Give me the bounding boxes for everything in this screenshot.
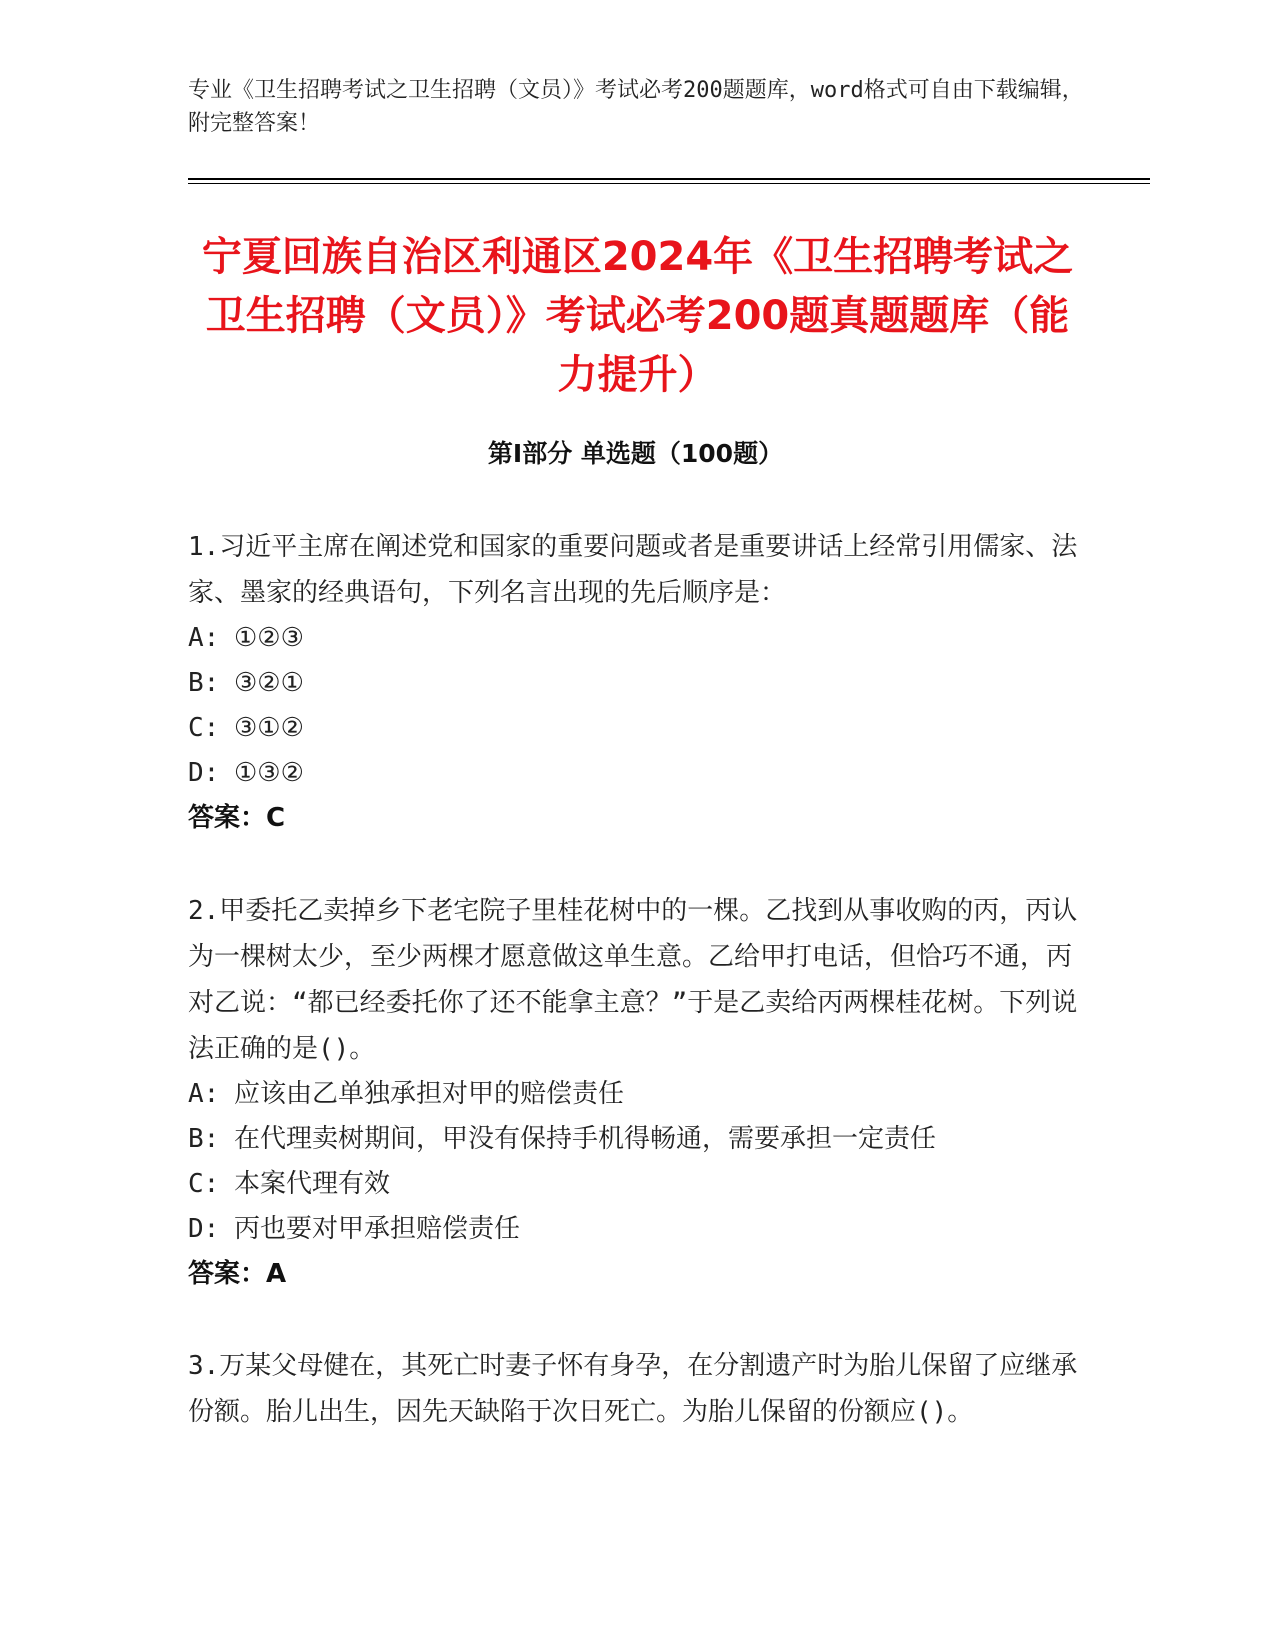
option-d [188, 751, 1078, 796]
answer: 答案：C [188, 803, 286, 833]
option-text: 本案代理有效 [234, 1169, 391, 1199]
option-d [188, 1207, 1078, 1252]
option-letter: C: [188, 1169, 220, 1199]
answer: 答案：A [188, 1259, 287, 1289]
question-text: 3.万某父母健在，其死亡时妻子怀有身孕，在分割遗产时为胎儿保留了应继承份额。胎儿出生，因先天缺陷于次日死亡。为胎儿保留的份额应()。 [188, 1351, 1078, 1427]
option-text: ③②① [234, 668, 304, 698]
question-1 [188, 524, 1078, 841]
option-a [188, 616, 1078, 661]
option-c [188, 1162, 1078, 1207]
option-c [188, 706, 1078, 751]
header-rule-thin [188, 183, 1150, 184]
question-text: 1.习近平主席在阐述党和国家的重要问题或者是重要讲话上经常引用儒家、法家、墨家的经典语句，下列名言出现的先后顺序是： [188, 532, 1078, 608]
section-title: 第Ⅰ部分 单选题（100题） [487, 439, 784, 468]
option-text: ①③② [234, 758, 304, 788]
option-letter: D: [188, 758, 220, 788]
question-2 [188, 888, 1078, 1297]
option-letter: A: [188, 623, 220, 653]
document-title: 宁夏回族自治区利通区2024年《卫生招聘考试之卫生招聘（文员）》考试必考200题真题题库（能力提升） [201, 234, 1074, 398]
option-letter: B: [188, 1124, 220, 1154]
option-a [188, 1072, 1078, 1117]
option-text: 丙也要对甲承担赔偿责任 [234, 1214, 521, 1244]
question-text: 2.甲委托乙卖掉乡下老宅院子里桂花树中的一棵。乙找到从事收购的丙，丙认为一棵树太少，至少两棵才愿意做这单生意。乙给甲打电话，但恰巧不通，丙对乙说：“都已经委托你了还不能拿主意？”于是乙卖给丙两棵桂花树。下列说法正确的是()。 [188, 896, 1078, 1064]
header-rule-thick [188, 178, 1150, 180]
option-text: 在代理卖树期间，甲没有保持手机得畅通，需要承担一定责任 [234, 1124, 937, 1154]
option-b [188, 1117, 1078, 1162]
option-b [188, 661, 1078, 706]
option-letter: C: [188, 713, 220, 743]
option-text: 应该由乙单独承担对甲的赔偿责任 [234, 1079, 625, 1109]
option-text: ①②③ [234, 623, 304, 653]
option-letter: D: [188, 1214, 220, 1244]
option-letter: B: [188, 668, 220, 698]
option-letter: A: [188, 1079, 220, 1109]
question-3 [188, 1343, 1078, 1435]
header-note: 专业《卫生招聘考试之卫生招聘（文员）》考试必考200题题库，word格式可自由下载编辑，附完整答案！ [188, 78, 1084, 136]
option-text: ③①② [234, 713, 304, 743]
